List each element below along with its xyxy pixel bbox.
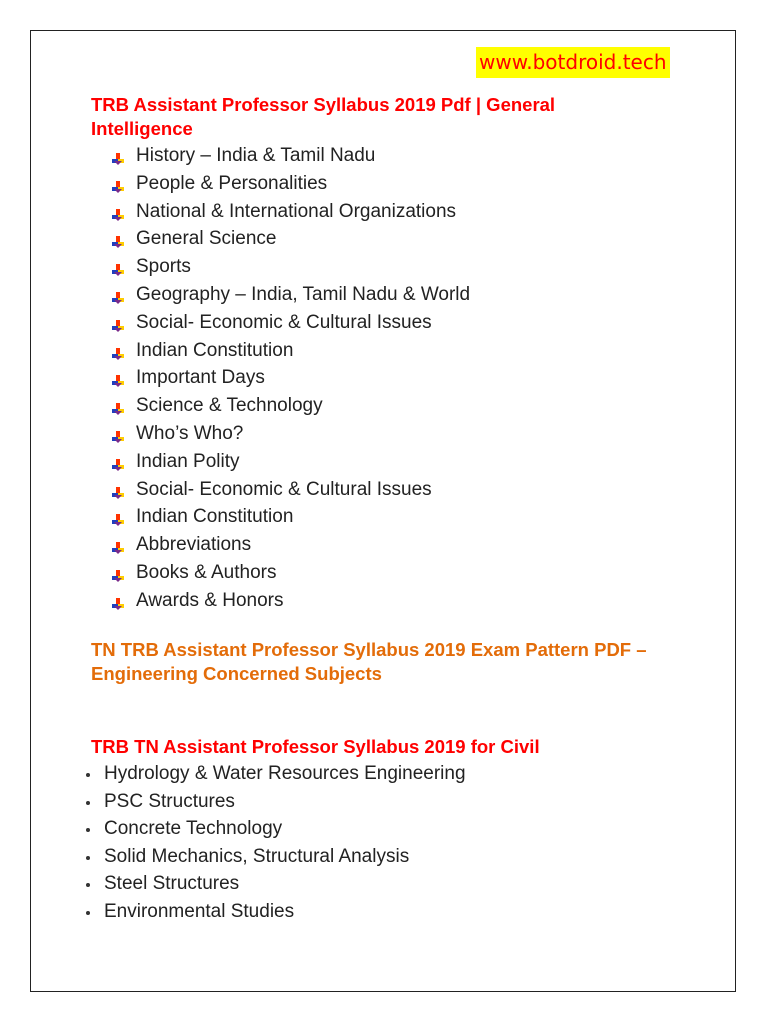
arrow-down-bullet-icon	[112, 209, 124, 221]
list-item-label: Indian Constitution	[136, 506, 294, 528]
list-item-label: People & Personalities	[136, 172, 328, 194]
arrow-down-bullet-icon	[112, 487, 124, 499]
dot-bullet-icon	[86, 773, 90, 777]
list-item-label: History – India & Tamil Nadu	[136, 145, 376, 166]
section-heading-engineering-subjects: TN TRB Assistant Professor Syllabus 2019 Exam Pattern PDF –Engineering Concerned Subjects	[91, 639, 647, 684]
arrow-down-bullet-icon	[112, 264, 124, 276]
arrow-down-bullet-icon	[112, 181, 124, 193]
list-item-label: Indian Polity	[136, 450, 240, 472]
dot-bullet-icon	[86, 911, 90, 915]
dot-bullet-icon	[86, 801, 90, 805]
list-item-label: PSC Structures	[104, 790, 235, 812]
list-item-label: Geography – India, Tamil Nadu & World	[136, 284, 471, 305]
watermark-url: www.botdroid.tech	[476, 47, 670, 78]
list-item-label: Abbreviations	[136, 534, 252, 556]
list-item-label: Social- Economic & Cultural Issues	[136, 311, 432, 333]
section-heading-civil: TRB TN Assistant Professor Syllabus 2019 for Civil	[91, 736, 540, 757]
list-item-label: Awards & Honors	[136, 589, 284, 611]
list-item-label: Sports	[136, 256, 191, 278]
arrow-down-bullet-icon	[112, 542, 124, 554]
arrow-down-bullet-icon	[112, 514, 124, 526]
section-heading-general-intelligence: TRB Assistant Professor Syllabus 2019 Pdf | General Intelligence	[91, 94, 556, 139]
arrow-down-bullet-icon	[112, 570, 124, 582]
list-item-label: Indian Constitution	[136, 339, 294, 361]
arrow-down-bullet-icon	[112, 459, 124, 471]
list-item-label: Books & Authors	[136, 562, 277, 583]
list-item-label: Who’s Who?	[136, 423, 244, 444]
list-item-label: Steel Structures	[104, 873, 240, 895]
list-item-label: Solid Mechanics, Structural Analysis	[104, 845, 410, 867]
arrow-down-bullet-icon	[112, 153, 124, 165]
list-item-label: National & International Organizations	[136, 200, 457, 222]
arrow-down-bullet-icon	[112, 598, 124, 610]
list-item-label: General Science	[136, 228, 277, 250]
dot-bullet-icon	[86, 856, 90, 860]
arrow-down-bullet-icon	[112, 292, 124, 304]
list-item-label: Concrete Technology	[104, 818, 283, 840]
list-item-label: Important Days	[136, 367, 265, 389]
arrow-down-bullet-icon	[112, 431, 124, 443]
arrow-down-bullet-icon	[112, 236, 124, 248]
list-item-label: Environmental Studies	[104, 901, 295, 922]
list-item-label: Hydrology & Water Resources Engineering	[104, 763, 466, 784]
arrow-down-bullet-icon	[112, 320, 124, 332]
list-item-label: Science & Technology	[136, 395, 323, 417]
list-item-label: Social- Economic & Cultural Issues	[136, 478, 432, 500]
arrow-down-bullet-icon	[112, 348, 124, 360]
arrow-down-bullet-icon	[112, 403, 124, 415]
arrow-down-bullet-icon	[112, 375, 124, 387]
